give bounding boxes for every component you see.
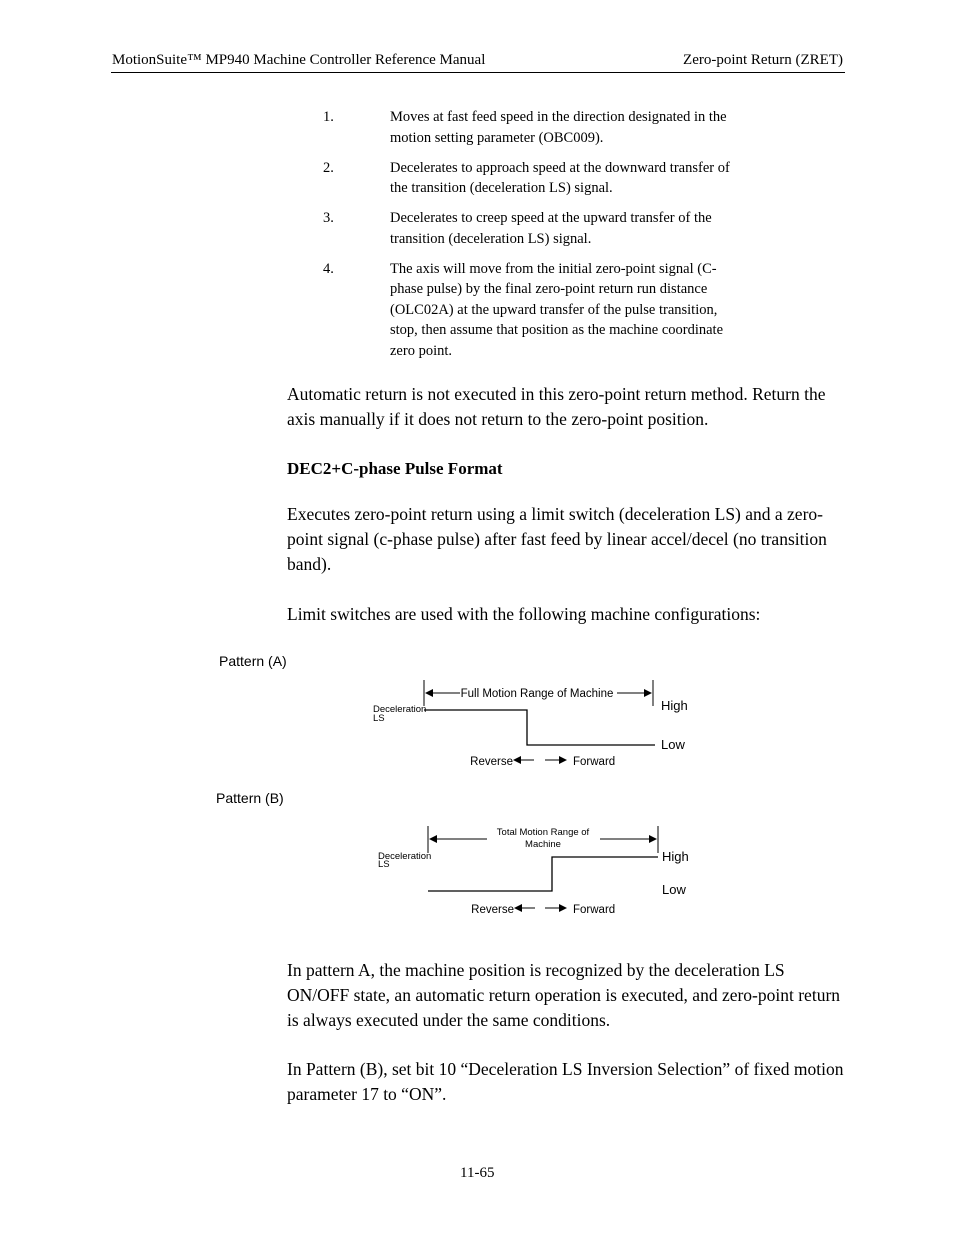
reverse-label: Reverse: [470, 756, 513, 768]
page-number: 11-65: [460, 1165, 495, 1181]
paragraph-pattern-b: In Pattern (B), set bit 10 “Deceleration LS Inversion Selection” of fixed motion parameter 17 to “ON”.: [287, 1059, 844, 1104]
low-label: Low: [662, 882, 686, 897]
high-label: High: [661, 698, 688, 713]
signal-label: LS: [373, 713, 385, 724]
step-number: 4.: [323, 260, 334, 277]
header-section-title: Zero-point Return (ZRET): [683, 52, 843, 68]
paragraph-auto-return: Automatic return is not executed in this zero-point return method. Return the axis manually if it does not return to the zero-point position.: [287, 384, 826, 429]
signal-waveform: [424, 710, 655, 745]
paragraph-execution: Executes zero-point return using a limit switch (deceleration LS) and a zero-point signal (c-phase pulse) after fast feed by linear accel/decel (no transition band).: [287, 504, 827, 574]
range-label: Machine: [525, 839, 561, 850]
step-text: Decelerates to approach speed at the downward transfer of the transition (deceleration LS) signal.: [390, 159, 730, 196]
section-heading: DEC2+C-phase Pulse Format: [287, 459, 503, 478]
pattern-a-label: Pattern (A): [219, 653, 287, 669]
step-text: Decelerates to creep speed at the upward transfer of the transition (deceleration LS) signal.: [390, 210, 712, 247]
paragraph-pattern-a: In pattern A, the machine position is recognized by the deceleration LS ON/OFF state, an automatic return operation is executed, and zero-point return is always executed under the same conditions.: [287, 960, 841, 1030]
step-number: 1.: [323, 109, 334, 125]
step-number: 3.: [323, 210, 334, 226]
step-text: The axis will move from the initial zero-point signal (C-phase pulse) by the final zero-point return run distance (OLC02A) at the upward transfer of the pulse transition, stop, then assume that position as the machine coordinate zero point.: [390, 260, 724, 359]
forward-label: Forward: [573, 756, 616, 768]
pattern-a-diagram: [373, 680, 688, 768]
range-label: Full Motion Range of Machine: [460, 688, 614, 700]
signal-label: LS: [378, 859, 390, 870]
reverse-label: Reverse: [471, 904, 514, 916]
range-label: Total Motion Range of: [496, 827, 590, 838]
paragraph-limit-switches: Limit switches are used with the following machine configurations:: [287, 604, 761, 624]
step-number: 2.: [323, 159, 334, 176]
pattern-b-diagram: [378, 826, 689, 916]
step-text: Moves at fast feed speed in the direction designated in the motion setting parameter (OBC009).: [390, 109, 727, 146]
signal-waveform: [428, 857, 658, 891]
signal-label: Deceleration: [373, 704, 427, 715]
forward-label: Forward: [573, 904, 616, 916]
header-manual-title: MotionSuite™ MP940 Machine Controller Reference Manual: [112, 52, 486, 68]
high-label: High: [662, 849, 689, 864]
low-label: Low: [661, 737, 685, 752]
pattern-b-label: Pattern (B): [216, 790, 284, 806]
signal-label: Deceleration: [378, 851, 432, 862]
